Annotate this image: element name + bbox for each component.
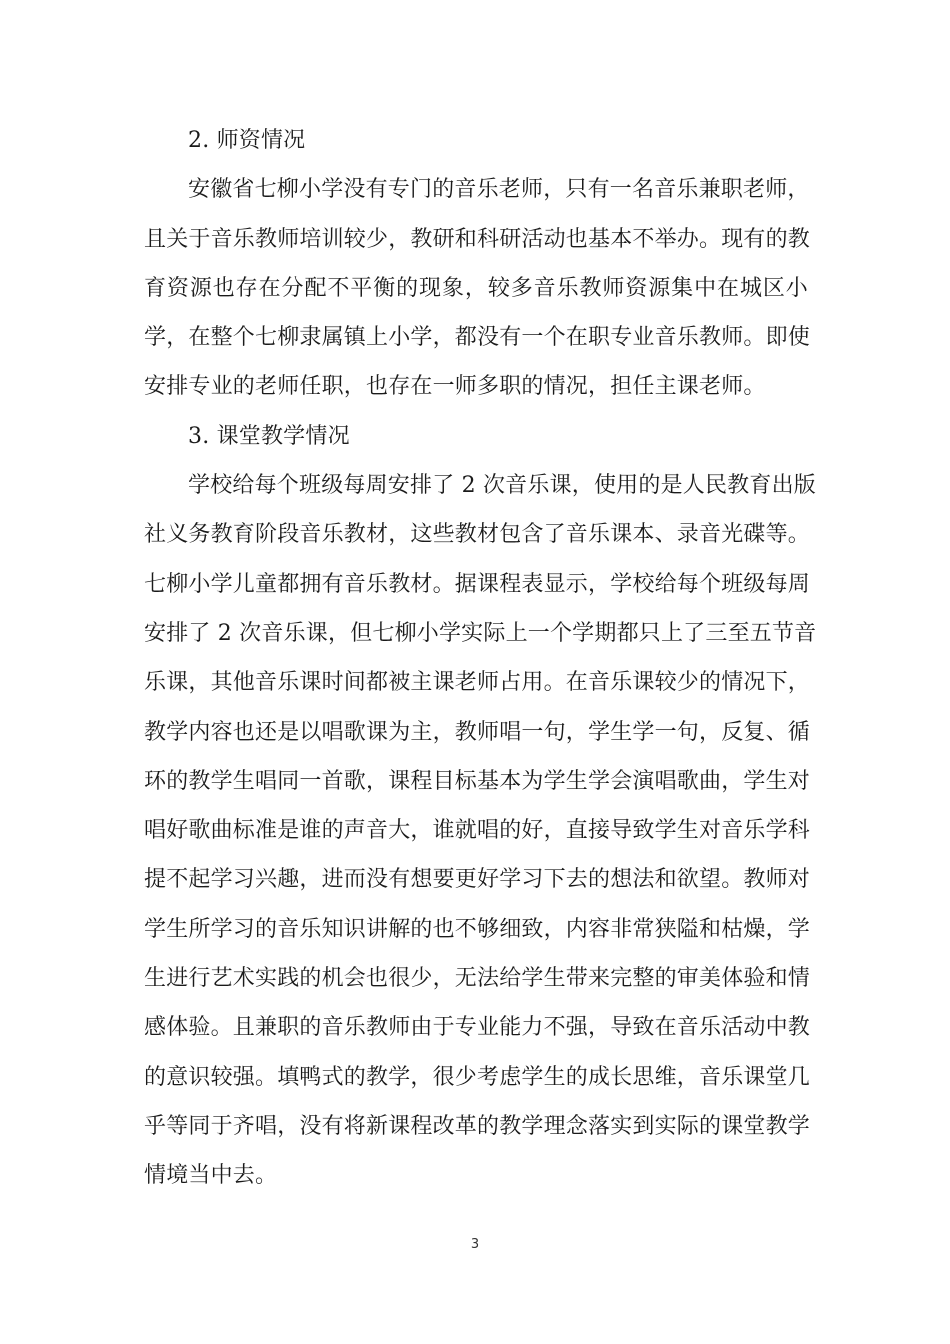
paragraph-line: 学校给每个班级每周安排了 2 次音乐课，使用的是人民教育出版: [188, 473, 816, 499]
paragraph-line: 生进行艺术实践的机会也很少，无法给学生带来完整的审美体验和情: [144, 966, 811, 992]
paragraph-line: 感体验。且兼职的音乐教师由于专业能力不强，导致在音乐活动中教: [144, 1015, 811, 1041]
paragraph-line: 的意识较强。填鸭式的教学，很少考虑学生的成长思维，音乐课堂几: [144, 1064, 811, 1090]
section-heading-classroom: 3. 课堂教学情况: [188, 423, 350, 449]
page-number: 3: [470, 1237, 480, 1252]
paragraph-line: 乐课，其他音乐课时间都被主课老师占用。在音乐课较少的情况下，: [144, 670, 811, 696]
paragraph-line: 教学内容也还是以唱歌课为主，教师唱一句，学生学一句，反复、循: [144, 719, 811, 745]
paragraph-line: 七柳小学儿童都拥有音乐教材。据课程表显示，学校给每个班级每周: [144, 571, 811, 597]
paragraph-line: 学，在整个七柳隶属镇上小学，都没有一个在职专业音乐教师。即使: [144, 325, 811, 351]
paragraph-line: 提不起学习兴趣，进而没有想要更好学习下去的想法和欲望。教师对: [144, 867, 811, 893]
paragraph-line: 环的教学生唱同一首歌，课程目标基本为学生学会演唱歌曲，学生对: [144, 768, 811, 794]
paragraph-line: 唱好歌曲标准是谁的声音大，谁就唱的好，直接导致学生对音乐学科: [144, 818, 811, 844]
paragraph-line: 育资源也存在分配不平衡的现象，较多音乐教师资源集中在城区小: [144, 275, 808, 301]
paragraph-line: 社义务教育阶段音乐教材，这些教材包含了音乐课本、录音光碟等。: [144, 522, 811, 548]
paragraph-line: 安徽省七柳小学没有专门的音乐老师，只有一名音乐兼职老师，: [188, 177, 810, 203]
paragraph-line: 情境当中去。: [144, 1163, 278, 1189]
paragraph-line: 学生所学习的音乐知识讲解的也不够细致，内容非常狭隘和枯燥，学: [144, 916, 811, 942]
paragraph-line: 安排专业的老师任职，也存在一师多职的情况，担任主课老师。: [144, 374, 766, 400]
paragraph-line: 安排了 2 次音乐课，但七柳小学实际上一个学期都只上了三至五节音: [144, 620, 817, 646]
section-heading-teachers: 2. 师资情况: [188, 128, 306, 153]
paragraph-line: 乎等同于齐唱，没有将新课程改革的教学理念落实到实际的课堂教学: [144, 1113, 811, 1139]
paragraph-line: 且关于音乐教师培训较少，教研和科研活动也基本不举办。现有的教: [144, 226, 811, 252]
body-text: [144, 116, 817, 1201]
